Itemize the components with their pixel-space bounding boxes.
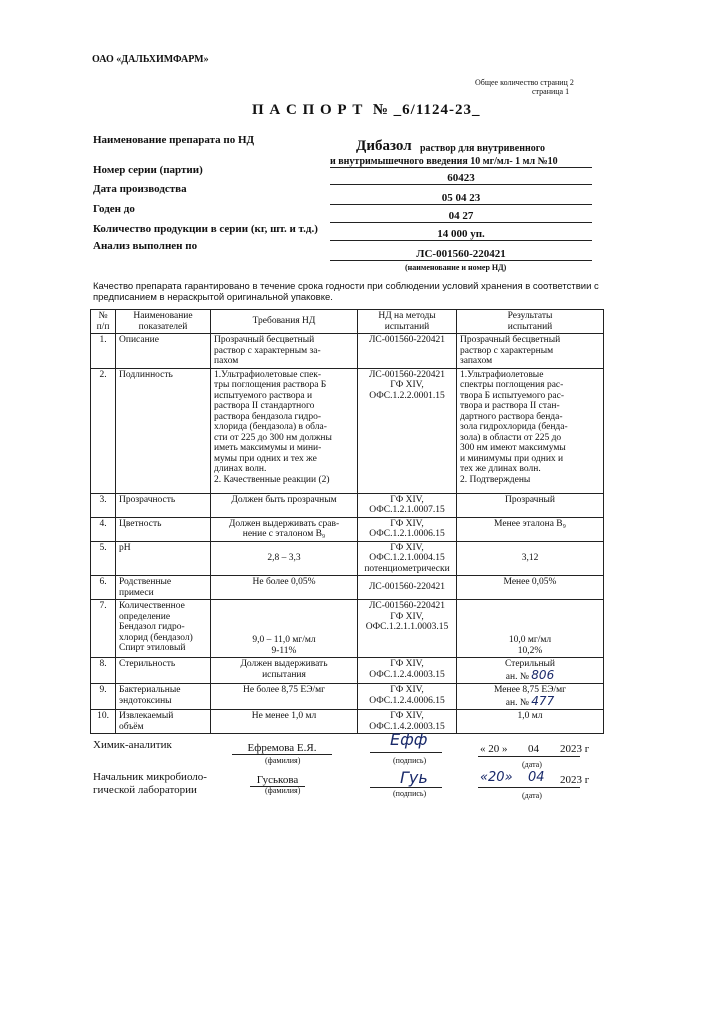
header-result: Результаты испытаний: [457, 310, 604, 334]
test-method: ГФ XIV, ОФС.1.2.1.0006.15: [358, 517, 457, 541]
series-value: 60423: [330, 172, 592, 185]
test-method: ГФ XIV, ОФС.1.2.4.0006.15: [358, 684, 457, 710]
head-date-caption: (дата): [522, 791, 542, 800]
header-indicator: Наименование показателей: [116, 310, 211, 334]
head-signature-line: [370, 787, 442, 788]
requirement: Не менее 1,0 мл: [211, 710, 358, 734]
analysis-label: Анализ выполнен по: [93, 240, 198, 252]
requirement: Не более 8,75 ЕЭ/мг: [211, 684, 358, 710]
requirement: Не более 0,05%: [211, 576, 358, 600]
chemist-signature-caption: (подпись): [393, 756, 427, 765]
table-row: [91, 517, 604, 541]
table-row: [91, 541, 604, 576]
requirement: Прозрачный бесцветный раствор с характерным за- пахом: [211, 334, 358, 369]
indicator-name: Прозрачность: [116, 493, 211, 517]
test-results-table: [90, 309, 604, 734]
analysis-note: (наименование и номер НД): [405, 263, 507, 272]
product-label: Наименование препарата по НД: [93, 134, 255, 146]
table-row: [91, 334, 604, 369]
row-number: 4.: [91, 517, 116, 541]
table-row: [91, 368, 604, 493]
head-role-line-1: Начальник микробиоло-: [93, 771, 207, 783]
test-result: Менее эталона B₉: [457, 517, 604, 541]
analysis-number: 477: [531, 693, 555, 708]
row-number: 1.: [91, 334, 116, 369]
test-result: Прозрачный бесцветный раствор с характерным запахом: [457, 334, 604, 369]
indicator-name: Стерильность: [116, 658, 211, 684]
product-name: Дибазол: [356, 138, 412, 154]
test-method: ЛС-001560-220421 ГФ XIV, ОФС.1.2.1.1.0003.15: [358, 600, 457, 658]
quantity-label: Количество продукции в серии (кг, шт. и т.д.): [93, 223, 318, 235]
chemist-date-month: 04: [528, 743, 539, 755]
indicator-name: Количественное определение Бендазол гидро- хлорид (бендазол) Спирт этиловый: [116, 600, 211, 658]
analysis-number: 806: [531, 667, 555, 682]
head-name-caption: (фамилия): [265, 786, 301, 795]
row-number: 2.: [91, 368, 116, 493]
test-result: [457, 658, 604, 684]
test-result: [457, 684, 604, 710]
row-number: 6.: [91, 576, 116, 600]
test-result: 1,0 мл: [457, 710, 604, 734]
production-date-value: 05 04 23: [330, 192, 592, 205]
quality-note-line-2: предписанием в нераскрытой оригинальной упаковке.: [93, 292, 333, 303]
table-row: [91, 600, 604, 658]
row-number: 8.: [91, 658, 116, 684]
indicator-name: Бактериальные эндотоксины: [116, 684, 211, 710]
row-number: 3.: [91, 493, 116, 517]
test-result: 1.Ультрафиолетовые спектры поглощения рас- твора Б испытуемого рас- твора и раствора II стан- дартного раствора бенда- зола гидрохлорида (бенда- зола) в области от 225 до 300 нм имеют максимумы и минимумы при одних и тех же длинах волн. 2. Подтверждены: [457, 368, 604, 493]
table-row: [91, 576, 604, 600]
quality-note-line-1: Качество препарата гарантировано в течение срока годности при соблюдении условий хранения в соответствии с: [93, 281, 599, 292]
chemist-name: Ефремова Е.Я.: [232, 742, 332, 755]
row-number: 10.: [91, 710, 116, 734]
head-date-year: 2023 г: [560, 774, 590, 786]
header-method: НД на методы испытаний: [358, 310, 457, 334]
header-no: № п/п: [91, 310, 116, 334]
header-requirement: Требования НД: [211, 310, 358, 334]
table-row: [91, 684, 604, 710]
test-result: 10,0 мг/мл 10,2%: [457, 600, 604, 658]
endotoxin-result: Менее 8,75 ЕЭ/мг ан. №: [493, 685, 567, 708]
product-desc-1: раствор для внутривенного: [420, 143, 546, 154]
chemist-date-year: 2023 г: [560, 743, 590, 755]
expiry-label: Годен до: [93, 203, 135, 215]
indicator-name: Подлинность: [116, 368, 211, 493]
page-number: страница 1: [532, 87, 570, 96]
indicator-name: Цветность: [116, 517, 211, 541]
company-name: ОАО «ДАЛЬХИМФАРМ»: [92, 54, 209, 65]
test-method: ГФ XIV, ОФС.1.2.1.0004.15 потенциометрически: [358, 541, 457, 576]
test-method: ЛС-001560-220421: [358, 576, 457, 600]
quantity-value: 14 000 уп.: [330, 228, 592, 241]
requirement: Должен выдерживать испытания: [211, 658, 358, 684]
requirement: 9,0 – 11,0 мг/мл 9-11%: [211, 600, 358, 658]
head-name: Гуськова: [250, 774, 305, 787]
head-date-line: [478, 787, 580, 788]
table-row: [91, 493, 604, 517]
row-number: 5.: [91, 541, 116, 576]
requirement: 2,8 – 3,3: [211, 541, 358, 576]
chemist-date-day: « 20 »: [480, 743, 508, 755]
test-method: ЛС-001560-220421: [358, 334, 457, 369]
series-label: Номер серии (партии): [93, 164, 203, 176]
test-result: Менее 0,05%: [457, 576, 604, 600]
head-signature: Гуь: [400, 768, 428, 787]
test-method: ГФ XIV, ОФС.1.4.2.0003.15: [358, 710, 457, 734]
indicator-name: Родственные примеси: [116, 576, 211, 600]
head-date-day: «20»: [480, 770, 513, 785]
requirement: Должен выдерживать срав- нение с эталоном B₉: [211, 517, 358, 541]
chemist-signature-line: [370, 752, 442, 753]
chemist-date-caption: (дата): [522, 760, 542, 769]
expiry-value: 04 27: [330, 210, 592, 223]
head-date-month: 04: [528, 770, 545, 785]
indicator-name: pH: [116, 541, 211, 576]
test-method: ГФ XIV, ОФС.1.2.1.0007.15: [358, 493, 457, 517]
sterility-result: Стерильный ан. №: [504, 659, 556, 682]
head-role-line-2: гической лаборатории: [93, 784, 197, 796]
test-method: ГФ XIV, ОФС.1.2.4.0003.15: [358, 658, 457, 684]
page-title: П А С П О Р Т № _6/1124-23_: [252, 102, 481, 118]
chemist-name-caption: (фамилия): [265, 756, 301, 765]
table-row: [91, 658, 604, 684]
test-result: Прозрачный: [457, 493, 604, 517]
analysis-value: ЛС-001560-220421: [330, 248, 592, 261]
row-number: 9.: [91, 684, 116, 710]
production-date-label: Дата производства: [93, 183, 187, 195]
indicator-name: Описание: [116, 334, 211, 369]
chemist-date-line: [478, 756, 580, 757]
requirement: Должен быть прозрачным: [211, 493, 358, 517]
indicator-name: Извлекаемый объём: [116, 710, 211, 734]
test-result: 3,12: [457, 541, 604, 576]
row-number: 7.: [91, 600, 116, 658]
chemist-role: Химик-аналитик: [93, 739, 172, 751]
page-count: Общее количество страниц 2: [475, 78, 574, 87]
head-signature-caption: (подпись): [393, 789, 427, 798]
requirement: 1.Ультрафиолетовые спек- тры поглощения раствора Б испытуемого раствора и раствора II стандартного раствора бендазола гидро- хлорида (бендазола) в обла- сти от 225 до 300 нм должны иметь максимумы и мини- мумы при одних и тех же длинах волн. 2. Качественные реакции (2): [211, 368, 358, 493]
product-desc-2: и внутримышечного введения 10 мг/мл- 1 мл №10: [330, 156, 592, 168]
test-method: ЛС-001560-220421 ГФ XIV, ОФС.1.2.2.0001.15: [358, 368, 457, 493]
chemist-signature: Ефф: [390, 730, 428, 749]
table-row: [91, 710, 604, 734]
